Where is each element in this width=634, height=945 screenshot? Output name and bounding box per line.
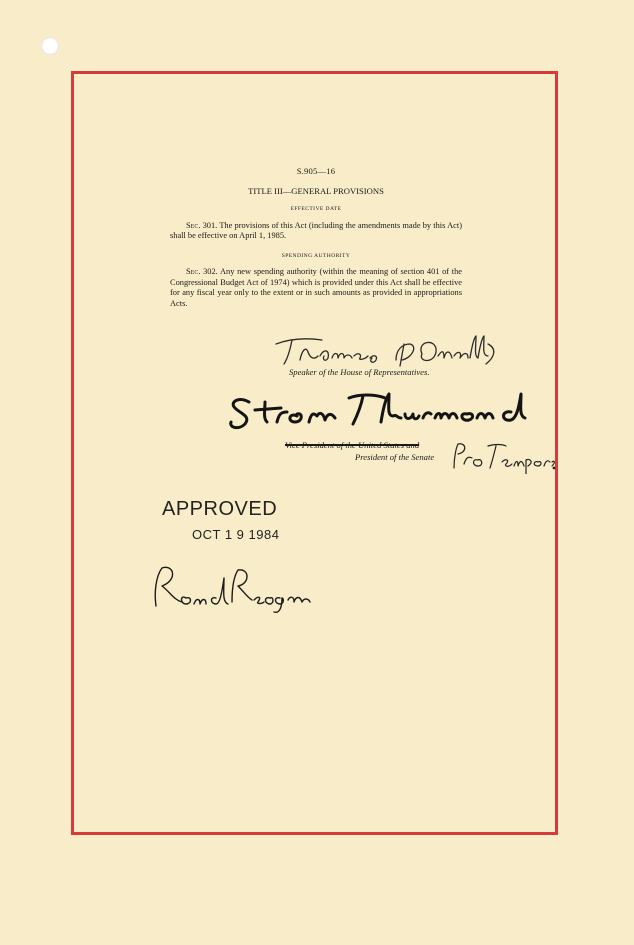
speaker-caption: Speaker of the House of Representatives. (289, 367, 430, 377)
senate-signature (225, 388, 537, 438)
section-301-body (170, 221, 462, 242)
section-text: Any new spending authority (within the meaning of section 401 of the Congressional Budget Act of 1974) which is provided under this Act shall be effective for any fiscal year only to the extent or in such amounts as provided in appropriations Acts. (170, 267, 462, 308)
speaker-signature (272, 330, 500, 372)
senate-struck-caption (285, 440, 419, 450)
section-heading-effective-date: EFFECTIVE DATE (290, 206, 342, 212)
pro-tempore-handwriting (448, 440, 556, 474)
struck-text: Vice President of the United States and (285, 440, 420, 450)
section-label: Sec. 301. (186, 220, 218, 230)
section-heading-spending-authority: SPENDING AUTHORITY (281, 252, 351, 259)
senate-caption: President of the Senate (355, 452, 435, 462)
president-signature (146, 562, 314, 616)
bill-number: S.905—16 (296, 166, 336, 176)
title-heading: TITLE III—GENERAL PROVISIONS (248, 185, 384, 196)
section-text: The provisions of this Act (including the amendments made by this Act) shall be effective on April 1, 1985. (170, 220, 463, 240)
approved-date: OCT 1 9 1984 (192, 527, 280, 542)
section-label: Sec. 302. (186, 267, 218, 276)
approved-stamp: APPROVED (162, 498, 278, 520)
bill-text (170, 166, 462, 318)
punch-hole (41, 37, 59, 55)
section-302-body (170, 267, 462, 309)
